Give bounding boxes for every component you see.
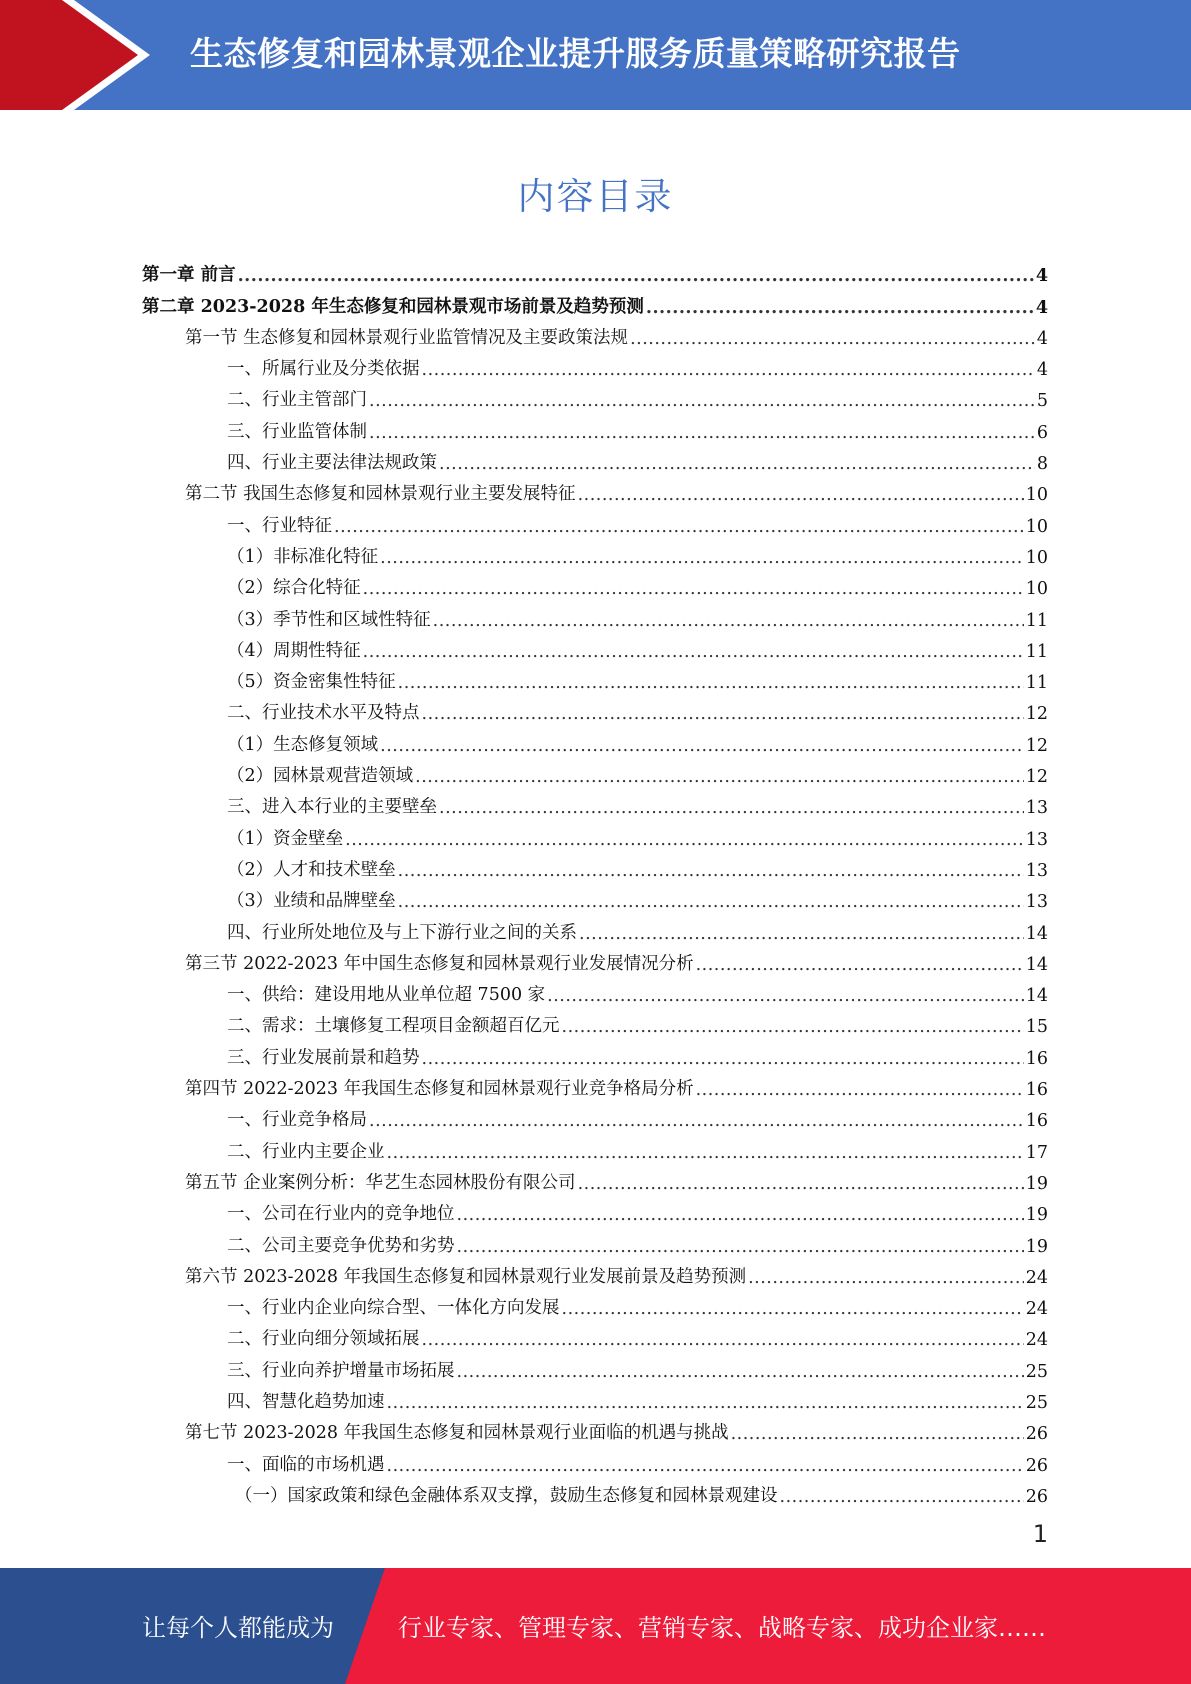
toc-entry-label: 第七节 2023-2028 年我国生态修复和园林景观行业面临的机遇与挑战 [185, 1423, 729, 1444]
toc-entry-label: 二、公司主要竞争优势和劣势 [227, 1235, 455, 1256]
toc-entry[interactable] [142, 568, 1048, 599]
toc-entry-label: 第三节 2022-2023 年中国生态修复和园林景观行业发展情况分析 [185, 953, 694, 974]
toc-entry-page: 16 [1025, 1080, 1048, 1101]
toc-dot-leader [433, 611, 1024, 631]
toc-entry[interactable] [142, 912, 1048, 943]
toc-entry-label: 第二节 我国生态修复和园林景观行业主要发展特征 [185, 484, 576, 505]
toc-entry-page: 19 [1025, 1173, 1048, 1194]
toc-entry[interactable] [142, 505, 1048, 536]
toc-entry-label: 二、行业主管部门 [227, 390, 367, 411]
toc-dot-leader [630, 329, 1035, 349]
toc-entry-page: 25 [1025, 1361, 1048, 1382]
toc-entry-page: 17 [1025, 1142, 1048, 1163]
toc-dot-leader [696, 955, 1024, 975]
toc-entry-page: 24 [1025, 1299, 1048, 1320]
toc-entry-page: 26 [1025, 1455, 1048, 1476]
toc-entry-page: 4 [1035, 297, 1048, 318]
toc-entry-label: （2）园林景观营造领域 [227, 766, 414, 787]
toc-entry-label: 第一章 前言 [142, 265, 236, 286]
toc-entry-label: （一）国家政策和绿色金融体系双支撑，鼓励生态修复和园林景观建设 [235, 1485, 778, 1506]
toc-entry-label: 第一节 生态修复和园林景观行业监管情况及主要政策法规 [185, 327, 629, 348]
toc-entry-page: 11 [1025, 610, 1048, 631]
toc-entry[interactable] [142, 1069, 1048, 1100]
toc-entry-label: 三、进入本行业的主要壁垒 [227, 797, 437, 818]
toc-entry-page: 13 [1025, 829, 1048, 850]
toc-entry-page: 10 [1025, 516, 1048, 537]
toc-dot-leader [363, 579, 1024, 599]
toc-entry[interactable] [142, 693, 1048, 724]
toc-entry-page: 24 [1025, 1267, 1048, 1288]
toc-entry[interactable] [142, 1131, 1048, 1162]
toc-entry-label: （2）综合化特征 [227, 578, 361, 599]
toc-entry-label: 三、行业监管体制 [227, 421, 367, 442]
page-header [0, 0, 1191, 110]
toc-dot-leader [578, 485, 1024, 505]
toc-dot-leader [457, 1237, 1024, 1257]
toc-entry-label: 三、行业向养护增量市场拓展 [227, 1360, 455, 1381]
toc-entry-page: 10 [1025, 547, 1048, 568]
toc-entry-page: 14 [1025, 986, 1048, 1007]
toc-entry-label: 一、行业内企业向综合型、一体化方向发展 [227, 1298, 560, 1319]
toc-dot-leader [387, 1393, 1024, 1413]
toc-entry-label: 一、行业竞争格局 [227, 1110, 367, 1131]
toc-entry-page: 11 [1025, 641, 1048, 662]
toc-entry[interactable] [142, 380, 1048, 411]
toc-entry-label: （1）生态修复领域 [227, 734, 379, 755]
toc-entry[interactable] [142, 1476, 1048, 1507]
toc-dot-leader [238, 266, 1034, 286]
toc-entry-page: 12 [1025, 767, 1048, 788]
toc-entry-label: 第四节 2022-2023 年我国生态修复和园林景观行业竞争格局分析 [185, 1079, 694, 1100]
toc-entry[interactable] [142, 1225, 1048, 1256]
page-number: 1 [1032, 1520, 1048, 1548]
toc-entry-page: 13 [1025, 798, 1048, 819]
toc-entry[interactable] [142, 1100, 1048, 1131]
toc-dot-leader [422, 1330, 1024, 1350]
toc-dot-leader [369, 423, 1035, 443]
toc-dot-leader [562, 1017, 1024, 1037]
toc-entry-label: （2）人才和技术壁垒 [227, 859, 396, 880]
toc-dot-leader [422, 704, 1024, 724]
toc-entry[interactable] [142, 756, 1048, 787]
toc-dot-leader [579, 924, 1024, 944]
toc-dot-leader [369, 1111, 1024, 1131]
toc-entry-label: （3）季节性和区域性特征 [227, 609, 431, 630]
toc-entry-label: 一、面临的市场机遇 [227, 1454, 385, 1475]
toc-dot-leader [387, 1143, 1024, 1163]
footer-slogan-right: 行业专家、管理专家、营销专家、战略专家、成功企业家…… [398, 1614, 1046, 1642]
toc-entry[interactable] [142, 599, 1048, 630]
toc-entry-page: 4 [1036, 360, 1048, 381]
toc-dot-leader [731, 1424, 1024, 1444]
toc-entry-label: 一、供给：建设用地从业单位超 7500 家 [227, 985, 546, 1006]
toc-dot-leader [380, 548, 1024, 568]
toc-entry-page: 13 [1025, 860, 1048, 881]
toc-entry-page: 12 [1025, 704, 1048, 725]
toc-entry[interactable] [142, 443, 1048, 474]
toc-entry[interactable] [142, 537, 1048, 568]
toc-entry[interactable] [142, 850, 1048, 881]
toc-dot-leader [398, 892, 1024, 912]
toc-entry-page: 19 [1025, 1205, 1048, 1226]
toc-entry[interactable] [142, 318, 1048, 349]
toc-entry-page: 26 [1025, 1486, 1048, 1507]
toc-entry-page: 16 [1025, 1111, 1048, 1132]
toc-entry[interactable] [142, 1163, 1048, 1194]
toc-entry[interactable] [142, 1288, 1048, 1319]
toc-entry[interactable] [142, 1413, 1048, 1444]
toc-dot-leader [398, 673, 1024, 693]
toc-entry-label: 二、行业向细分领域拓展 [227, 1329, 420, 1350]
table-of-contents [142, 255, 1048, 1507]
toc-entry-page: 4 [1035, 266, 1048, 287]
toc-entry[interactable] [142, 975, 1048, 1006]
toc-dot-leader [562, 1299, 1024, 1319]
page-footer [0, 1568, 1191, 1684]
toc-entry[interactable] [142, 1194, 1048, 1225]
toc-entry-label: 二、行业技术水平及特点 [227, 703, 420, 724]
footer-slogan-left: 让每个人都能成为 [142, 1614, 334, 1642]
toc-dot-leader [345, 830, 1024, 850]
toc-entry-page: 5 [1036, 391, 1048, 412]
header-red-arrow [0, 0, 150, 110]
toc-dot-leader [380, 736, 1024, 756]
toc-dot-leader [334, 517, 1024, 537]
toc-dot-leader [780, 1487, 1024, 1507]
toc-entry-page: 8 [1036, 454, 1048, 475]
toc-dot-leader [369, 391, 1035, 411]
toc-entry-label: 二、行业内主要企业 [227, 1141, 385, 1162]
toc-entry-label: 四、行业所处地位及与上下游行业之间的关系 [227, 922, 577, 943]
toc-dot-leader [748, 1268, 1024, 1288]
toc-entry-page: 12 [1025, 735, 1048, 756]
toc-dot-leader [457, 1205, 1024, 1225]
toc-dot-leader [646, 298, 1034, 318]
toc-entry[interactable] [142, 787, 1048, 818]
toc-entry[interactable] [142, 1037, 1048, 1068]
toc-entry-label: （5）资金密集性特征 [227, 672, 396, 693]
toc-entry-label: 第五节 企业案例分析：华艺生态园林股份有限公司 [185, 1172, 576, 1193]
toc-entry[interactable] [142, 1319, 1048, 1350]
toc-entry[interactable] [142, 944, 1048, 975]
toc-entry-page: 24 [1025, 1330, 1048, 1351]
toc-entry[interactable] [142, 724, 1048, 755]
toc-entry-page: 4 [1036, 328, 1048, 349]
toc-entry-label: （3）业绩和品牌壁垒 [227, 891, 396, 912]
toc-entry-page: 14 [1025, 954, 1048, 975]
toc-dot-leader [439, 798, 1024, 818]
toc-entry[interactable] [142, 631, 1048, 662]
toc-heading: 内容目录 [517, 175, 674, 218]
toc-entry[interactable] [142, 474, 1048, 505]
toc-dot-leader [578, 1174, 1024, 1194]
toc-entry-label: 三、行业发展前景和趋势 [227, 1047, 420, 1068]
toc-entry[interactable] [142, 1006, 1048, 1037]
toc-entry-page: 14 [1025, 923, 1048, 944]
toc-entry-label: 四、行业主要法律法规政策 [227, 453, 437, 474]
toc-entry[interactable] [142, 818, 1048, 849]
toc-entry-page: 25 [1025, 1392, 1048, 1413]
toc-entry-label: 第六节 2023-2028 年我国生态修复和园林景观行业发展前景及趋势预测 [185, 1266, 747, 1287]
toc-dot-leader [415, 767, 1024, 787]
toc-entry[interactable] [142, 349, 1048, 380]
toc-dot-leader [363, 642, 1024, 662]
toc-entry-page: 26 [1025, 1424, 1048, 1445]
toc-entry-page: 16 [1025, 1048, 1048, 1069]
toc-dot-leader [422, 1049, 1024, 1069]
toc-entry-page: 6 [1036, 422, 1048, 443]
toc-entry-label: 二、需求：土壤修复工程项目金额超百亿元 [227, 1016, 560, 1037]
toc-entry[interactable] [142, 411, 1048, 442]
toc-entry[interactable] [142, 286, 1048, 317]
toc-dot-leader [398, 861, 1024, 881]
toc-entry-label: （1）资金壁垒 [227, 828, 344, 849]
toc-entry[interactable] [142, 1444, 1048, 1475]
toc-entry[interactable] [142, 1350, 1048, 1381]
toc-entry-page: 11 [1025, 673, 1048, 694]
toc-entry-label: 四、智慧化趋势加速 [227, 1391, 385, 1412]
toc-entry[interactable] [142, 1257, 1048, 1288]
toc-entry[interactable] [142, 255, 1048, 286]
toc-entry-page: 15 [1025, 1017, 1048, 1038]
toc-entry-page: 10 [1025, 485, 1048, 506]
toc-dot-leader [457, 1362, 1024, 1382]
toc-entry-label: 一、所属行业及分类依据 [227, 359, 420, 380]
toc-dot-leader [422, 360, 1035, 380]
toc-entry-page: 13 [1025, 892, 1048, 913]
toc-entry[interactable] [142, 881, 1048, 912]
report-title: 生态修复和园林景观企业提升服务质量策略研究报告 [190, 34, 961, 73]
toc-entry-label: （1）非标准化特征 [227, 546, 379, 567]
toc-dot-leader [439, 454, 1035, 474]
toc-entry-label: 第二章 2023-2028 年生态修复和园林景观市场前景及趋势预测 [142, 296, 644, 317]
toc-entry-page: 10 [1025, 579, 1048, 600]
toc-entry-page: 19 [1025, 1236, 1048, 1257]
toc-entry[interactable] [142, 1382, 1048, 1413]
toc-dot-leader [387, 1456, 1024, 1476]
toc-entry-label: 一、公司在行业内的竞争地位 [227, 1204, 455, 1225]
toc-entry-label: 一、行业特征 [227, 515, 332, 536]
toc-entry[interactable] [142, 662, 1048, 693]
toc-entry-label: （4）周期性特征 [227, 640, 361, 661]
toc-dot-leader [547, 986, 1024, 1006]
toc-dot-leader [696, 1080, 1024, 1100]
